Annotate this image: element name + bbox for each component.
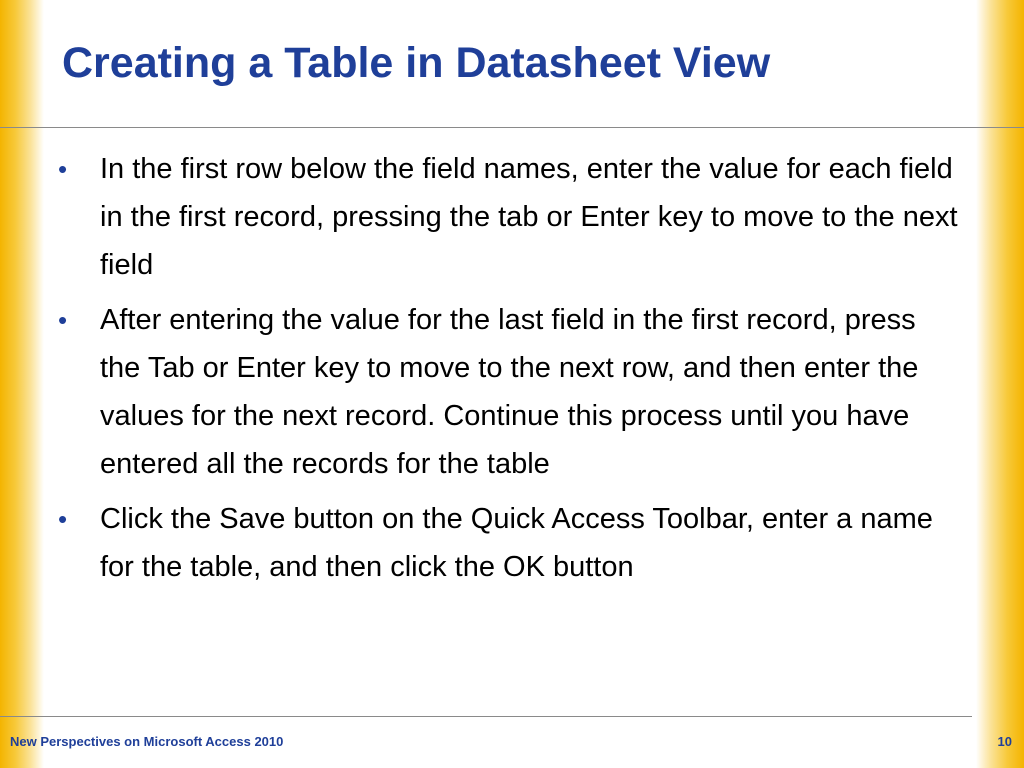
footer-divider xyxy=(0,716,972,717)
slide-title: Creating a Table in Datasheet View xyxy=(62,39,771,87)
bullet-item xyxy=(58,296,958,488)
bullet-text: After entering the value for the last field in the first record, press the Tab or Enter key to move to the next row, and then enter the values for the next record. Continue this process until you have entered all the records for the table xyxy=(100,304,919,480)
bullet-dot-icon: • xyxy=(58,305,68,335)
footer-text: New Perspectives on Microsoft Access 2010 xyxy=(10,734,284,749)
title-divider xyxy=(0,127,1024,128)
bullet-item xyxy=(58,495,958,591)
bullet-text: Click the Save button on the Quick Access Toolbar, enter a name for the table, and then click the OK button xyxy=(100,503,933,583)
right-accent-bar xyxy=(976,0,1024,768)
bullet-text: In the first row below the field names, enter the value for each field in the first record, pressing the tab or Enter key to move to the next field xyxy=(100,153,958,281)
bullet-list xyxy=(58,145,958,598)
bullet-item xyxy=(58,145,958,289)
bullet-dot-icon: • xyxy=(58,504,68,534)
page-number: 10 xyxy=(997,734,1012,749)
left-accent-bar xyxy=(0,0,44,768)
bullet-dot-icon: • xyxy=(58,154,68,184)
